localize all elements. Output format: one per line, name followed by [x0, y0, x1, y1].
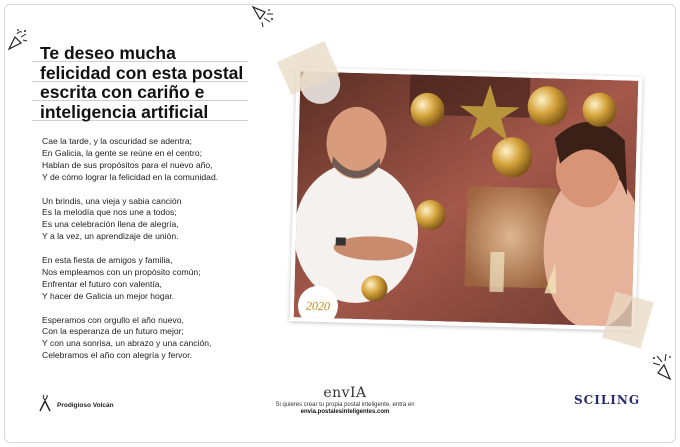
- celebration-photo: [290, 67, 643, 331]
- poem-stanza: [42, 255, 282, 303]
- poem: [42, 136, 282, 374]
- poem-line: Enfrentar el futuro con valentía,: [42, 278, 162, 289]
- party-popper-icon: [6, 28, 30, 57]
- prodigioso-volcan-logo[interactable]: [38, 394, 114, 417]
- poem-line: Y hacer de Galicia un mejor hogar.: [42, 290, 175, 301]
- poem-line: Cae la tarde, y la oscuridad se adentra;: [42, 136, 193, 146]
- card-title: Te deseo mucha felicidad con esta postal escrita con cariño e inteligencia artificial: [40, 43, 244, 122]
- photo-year-badge: 2020: [305, 298, 331, 314]
- envia-footer: [255, 385, 435, 415]
- prodigioso-volcan-name: Prodigioso Volcán: [57, 402, 114, 409]
- poem-line: En esta fiesta de amigos y familia,: [42, 255, 173, 266]
- poem-line: Y de cómo lograr la felicidad en la comunidad.: [42, 171, 219, 182]
- volcano-logo-icon: [38, 394, 52, 417]
- poem-line: Nos empleamos con un propósito común;: [42, 266, 201, 277]
- poem-stanza: [42, 315, 282, 363]
- poem-stanza: [42, 196, 282, 244]
- poem-line: Esperamos con orgullo el año nuevo,: [42, 314, 184, 325]
- poem-line: Hablan de sus propósitos para el nuevo año,: [42, 159, 213, 170]
- poem-stanza: [42, 136, 282, 184]
- envia-logo[interactable]: envIA: [323, 385, 367, 401]
- poem-line: Es la melodía que nos une a todos;: [42, 207, 177, 218]
- poem-line: Celebramos el año con alegría y fervor.: [42, 350, 192, 361]
- sciling-logo[interactable]: SCILING: [574, 393, 641, 407]
- cta-link[interactable]: envia.postalesinteligentes.com: [300, 409, 390, 415]
- poem-line: Con la esperanza de un futuro mejor;: [42, 326, 184, 337]
- party-popper-icon: [250, 4, 276, 33]
- poem-line: Y con una sonrisa, un abrazo y una canción,: [42, 338, 212, 349]
- poem-line: Y a la vez, un aprendizaje de unión.: [42, 231, 179, 242]
- poem-line: Es una celebración llena de alegría,: [42, 219, 179, 230]
- poem-line: En Galicia, la gente se reúne en el centro;: [42, 147, 203, 158]
- party-popper-icon: [650, 352, 676, 387]
- poem-line: Un brindis, una vieja y sabia canción: [42, 195, 182, 206]
- cta-text: Si quieres crear tu propia postal inteligente, entra en: [275, 402, 415, 408]
- photo-frame: [290, 67, 643, 331]
